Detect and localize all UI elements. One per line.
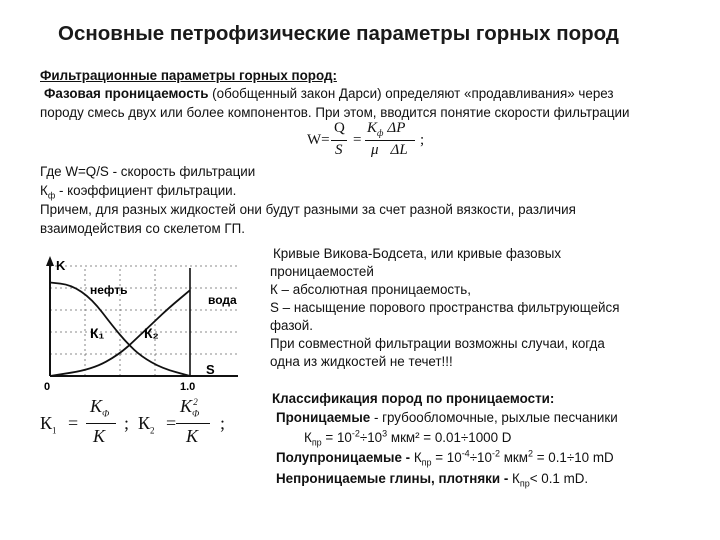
phase-formulas <box>40 396 260 450</box>
water-curve <box>50 290 190 376</box>
k1-num-k: К <box>90 396 102 416</box>
class-permeable <box>276 408 618 427</box>
semi-unit: мкм <box>499 450 528 465</box>
curves-text-1: Кривые Викова-Бодсета, или кривые фазовых <box>273 246 562 261</box>
k2-fraction-bar <box>176 423 210 424</box>
k2-lhs-k: К <box>138 413 151 433</box>
k1-lhs-k: К <box>40 413 53 433</box>
imp-label: Непроницаемые глины, плотняки - <box>276 471 513 486</box>
def-line-1: Где W=Q/S - скорость фильтрации <box>40 164 256 179</box>
semi-unit-sup: 2 <box>527 448 533 459</box>
perm-mid: ÷10 <box>359 430 383 445</box>
def-k: К <box>40 183 48 198</box>
class-permeable-range <box>304 428 511 447</box>
curves-text-7: одна из жидкостей не течет!!! <box>270 354 453 369</box>
k2-num-sub: Ф <box>191 408 200 419</box>
semi-label: Полупроницаемые - <box>276 450 414 465</box>
k2-label: К₂ <box>144 325 159 341</box>
chart-axes <box>46 256 238 376</box>
darcy-den-mu <box>371 142 408 159</box>
darcy-formula <box>307 120 427 164</box>
darcy-dp: ΔP <box>387 120 406 136</box>
semi-k-sub: пр <box>421 457 432 468</box>
imp-k-sub: пр <box>519 478 530 489</box>
def-line-2 <box>40 181 236 200</box>
k1-sep: ; <box>124 413 130 433</box>
y-axis-arrow <box>46 256 54 266</box>
darcy-fraction-bar-1 <box>331 140 347 141</box>
intro-line-1 <box>44 84 614 103</box>
class-semipermeable <box>276 448 614 467</box>
k1-lhs-sub: 1 <box>52 425 57 436</box>
semi-exp-1: -4 <box>461 448 470 459</box>
semi-exp-2: -2 <box>491 448 500 459</box>
permeable-desc: - грубообломочные, рыхлые песчаники <box>370 410 618 425</box>
curves-text-5: фазой. <box>270 318 313 333</box>
imp-end: < 0.1 mD. <box>529 471 589 486</box>
darcy-fraction-bar-2 <box>365 140 415 141</box>
chart-grid <box>50 266 238 376</box>
k1-num <box>90 396 109 417</box>
def-line-4: взаимодействия со скелетом ГП. <box>40 221 246 236</box>
y-axis-label: K <box>56 258 66 273</box>
semi-range: = 10 <box>431 450 462 465</box>
oil-label: нефть <box>90 283 128 297</box>
filtration-heading: Фильтрационные параметры горных пород: <box>40 68 337 83</box>
curves-text-4: S – насыщение порового пространства фильтрующейся <box>270 300 620 315</box>
water-label: вода <box>208 293 237 307</box>
permeable-label: Проницаемые <box>276 410 371 425</box>
darcy-k-sub: ф <box>377 128 384 138</box>
semi-end: = 0.1÷10 mD <box>532 450 614 465</box>
x-axis-label: S <box>206 362 215 377</box>
k1-lhs <box>40 413 57 434</box>
k2-sep: ; <box>220 413 226 433</box>
perm-k: К <box>304 430 312 445</box>
perm-exp-1: -2 <box>351 428 360 439</box>
darcy-eq: = <box>353 132 362 148</box>
darcy-mu: μ <box>371 142 379 158</box>
darcy-den-s: S <box>335 142 343 158</box>
k1-den: К <box>93 426 105 446</box>
k2-lhs <box>138 413 155 434</box>
imp-k: К <box>512 471 520 486</box>
classification-heading: Классификация пород по проницаемости: <box>272 391 555 406</box>
k2-num <box>180 396 198 417</box>
semi-k: К <box>413 450 422 465</box>
k2-eq: = <box>166 413 177 433</box>
page-title: Основные петрофизические параметры горных пород <box>58 22 619 45</box>
x-tick-1: 1.0 <box>180 381 196 393</box>
darcy-lhs: W= <box>307 132 330 148</box>
def-k-sub: ф <box>47 190 56 201</box>
semi-mid: ÷10 <box>469 450 492 465</box>
darcy-num-q: Q <box>334 120 345 136</box>
k1-fraction-bar <box>86 423 116 424</box>
k1-eq: = <box>68 413 79 433</box>
def-k-desc: - коэффициент фильтрации. <box>55 183 237 198</box>
darcy-semicolon: ; <box>420 132 425 148</box>
darcy-num-k <box>367 120 405 137</box>
perm-range: = 10 <box>321 430 352 445</box>
curves-text-2: проницаемостей <box>270 264 374 279</box>
perm-exp-2: 3 <box>382 428 388 439</box>
intro-line-2: породу смесь двух или более компонентов. При этом, вводится понятие скорости фильтрации <box>40 105 630 120</box>
class-impermeable <box>276 469 588 488</box>
intro-line-1-rest: (обобщенный закон Дарси) определяют «продавливания» через <box>208 86 614 101</box>
curves-text-6: При совместной фильтрации возможны случаи, когда <box>270 336 605 351</box>
darcy-dl: ΔL <box>390 142 408 158</box>
k2-den: К <box>186 426 198 446</box>
relative-permeability-chart <box>38 252 248 397</box>
k1-label: К₁ <box>90 325 105 341</box>
k2-lhs-sub: 2 <box>150 425 155 436</box>
x-tick-0: 0 <box>44 381 51 393</box>
def-line-3: Причем, для разных жидкостей они будут разными за счет разной вязкости, различия <box>40 202 576 217</box>
phase-permeability-term: Фазовая проницаемость <box>44 86 209 101</box>
darcy-k: K <box>367 120 378 136</box>
perm-k-sub: пр <box>311 437 322 448</box>
k1-num-sub: Ф <box>101 408 110 419</box>
k2-num-k: К <box>180 396 192 416</box>
curves-text-3: К – абсолютная проницаемость, <box>270 282 471 297</box>
k2-num-sup: 2 <box>193 397 198 407</box>
perm-unit: мкм² = 0.01÷1000 D <box>387 430 512 445</box>
